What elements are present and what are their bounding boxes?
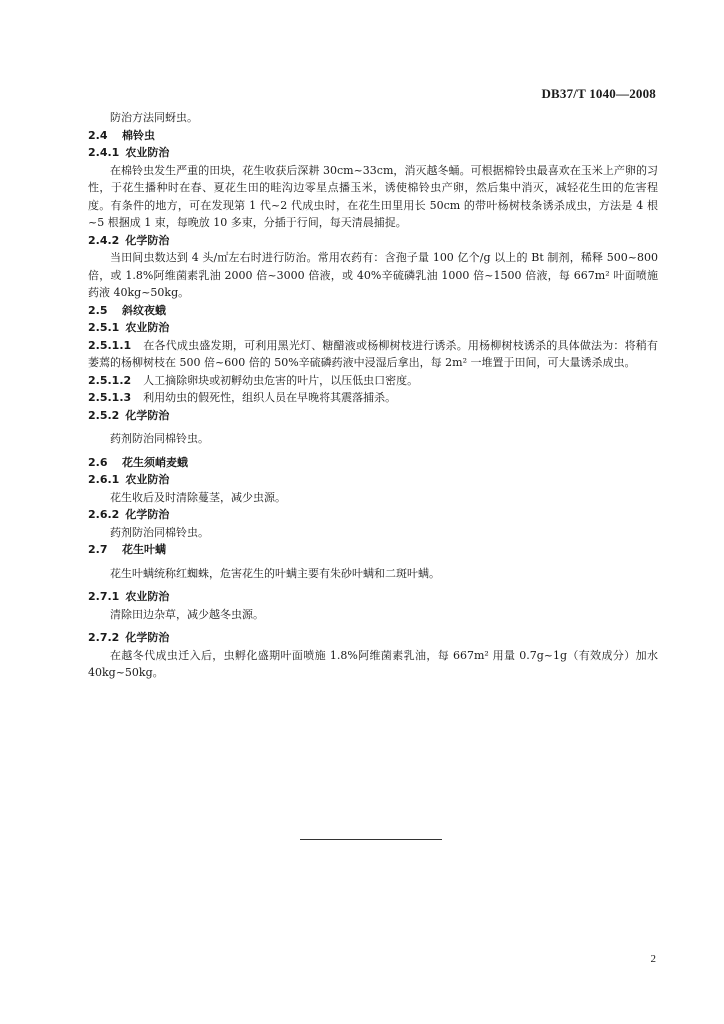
section-number: 2.6.2 bbox=[88, 508, 120, 521]
section-number: 2.4.2 bbox=[88, 233, 120, 247]
paragraph-text: 药剂防治同棉铃虫。 bbox=[110, 525, 209, 539]
paragraph-text: 在各代成虫盛发期，可利用黑光灯、糖醋液或杨柳树枝进行诱杀。用杨柳树枝诱杀的具体做法为：将稍有萎蔫的杨柳树枝在 500 倍~600 倍的 50%辛硫磷药液中浸湿后拿出，每 2m² 一堆置于田间，可大量诱杀成虫。 bbox=[88, 338, 658, 369]
paragraph-text: 利用幼虫的假死性，组织人员在早晚将其震落捕杀。 bbox=[143, 391, 397, 404]
section-heading bbox=[88, 454, 658, 472]
section-number: 2.5.1 bbox=[88, 321, 120, 334]
section-heading bbox=[88, 471, 658, 489]
section-title: 化学防治 bbox=[125, 408, 170, 422]
paragraph bbox=[88, 647, 658, 682]
section-heading bbox=[88, 629, 658, 647]
paragraph bbox=[88, 565, 658, 583]
section-heading bbox=[88, 319, 658, 337]
paragraph-text: 在越冬代成虫迁入后，虫孵化盛期叶面喷施 1.8%阿维菌素乳油，每 667m² 用量 0.7g~1g（有效成分）加水 40kg~50kg。 bbox=[88, 648, 658, 679]
paragraph-number: 2.5.1.3 bbox=[88, 391, 132, 404]
section-title: 斜纹夜蛾 bbox=[122, 303, 166, 317]
section-title: 农业防治 bbox=[125, 473, 170, 486]
paragraph-number: 2.5.1.2 bbox=[88, 373, 132, 387]
section-heading bbox=[88, 588, 658, 606]
paragraph-text: 药剂防治同棉铃虫。 bbox=[110, 432, 209, 445]
numbered-paragraph bbox=[88, 337, 658, 372]
section-number: 2.7.2 bbox=[88, 631, 120, 644]
section-number: 2.6.1 bbox=[88, 473, 120, 486]
document-body bbox=[88, 109, 658, 682]
document-code: DB37/T 1040—2008 bbox=[541, 86, 656, 101]
paragraph-text: 花生收后及时清除蔓茎，减少虫源。 bbox=[110, 490, 286, 504]
numbered-paragraph bbox=[88, 389, 658, 407]
page-number: 2 bbox=[650, 953, 656, 965]
paragraph-text: 花生叶螨统称红蜘蛛，危害花生的叶螨主要有朱砂叶螨和二斑叶螨。 bbox=[110, 566, 440, 580]
section-heading bbox=[88, 232, 658, 250]
section-number: 2.6 bbox=[88, 455, 108, 469]
section-title: 花生须峭麦蛾 bbox=[122, 455, 188, 469]
numbered-paragraph bbox=[88, 372, 658, 390]
paragraph-text: 在棉铃虫发生严重的田块，花生收获后深耕 30cm~33cm，消灭越冬蛹。可根据棉铃虫最喜欢在玉米上产卵的习性，于花生播种时在春、夏花生田的畦沟边零星点播玉米，诱使棉铃虫产卵，然后集中消灭，减轻花生田的危害程度。有条件的地方，可在发现第 1 代~2 代成虫时，在花生田里用长 50cm 的带叶杨树枝条诱杀成虫，方法是 4 根~5 根捆成 1 束，每晚放 10 多束，分插于行间，每天清晨捕捉。 bbox=[88, 163, 658, 229]
paragraph bbox=[88, 524, 658, 542]
section-number: 2.5.2 bbox=[88, 408, 120, 422]
section-heading bbox=[88, 506, 658, 524]
paragraph-number: 2.5.1.1 bbox=[88, 338, 132, 352]
paragraph bbox=[88, 489, 658, 507]
section-heading bbox=[88, 144, 658, 162]
section-title: 花生叶螨 bbox=[122, 543, 166, 556]
section-heading bbox=[88, 541, 658, 559]
section-number: 2.7 bbox=[88, 543, 108, 556]
paragraph-text: 当田间虫数达到 4 头/㎡左右时进行防治。常用农药有：含孢子量 100 亿个/g 以上的 Bt 制剂，稀释 500~800 倍，或 1.8%阿维菌素乳油 2000 倍~3000 倍液，或 40%辛硫磷乳油 1000 倍~1500 倍液，每 667m² 叶面喷施药液 40kg~50kg。 bbox=[88, 251, 658, 299]
paragraph-text: 人工摘除卵块或初孵幼虫危害的叶片，以压低虫口密度。 bbox=[143, 373, 419, 387]
section-title: 棉铃虫 bbox=[122, 128, 155, 142]
section-heading bbox=[88, 407, 658, 425]
section-number: 2.4.1 bbox=[88, 146, 120, 159]
paragraph-text: 防治方法同蚜虫。 bbox=[110, 111, 198, 124]
section-title: 农业防治 bbox=[125, 146, 170, 159]
section-title: 化学防治 bbox=[125, 631, 170, 644]
paragraph bbox=[88, 606, 658, 624]
section-heading bbox=[88, 302, 658, 320]
section-title: 农业防治 bbox=[125, 590, 170, 603]
footnote-separator bbox=[300, 839, 442, 840]
paragraph bbox=[88, 249, 658, 302]
paragraph bbox=[88, 430, 658, 448]
paragraph bbox=[88, 162, 658, 232]
section-title: 化学防治 bbox=[125, 508, 170, 521]
section-title: 化学防治 bbox=[125, 233, 170, 247]
section-number: 2.5 bbox=[88, 303, 108, 317]
section-title: 农业防治 bbox=[125, 321, 170, 334]
paragraph bbox=[88, 109, 658, 127]
section-number: 2.7.1 bbox=[88, 590, 120, 603]
section-heading bbox=[88, 127, 658, 145]
section-number: 2.4 bbox=[88, 128, 108, 142]
paragraph-text: 清除田边杂草，减少越冬虫源。 bbox=[110, 607, 264, 621]
